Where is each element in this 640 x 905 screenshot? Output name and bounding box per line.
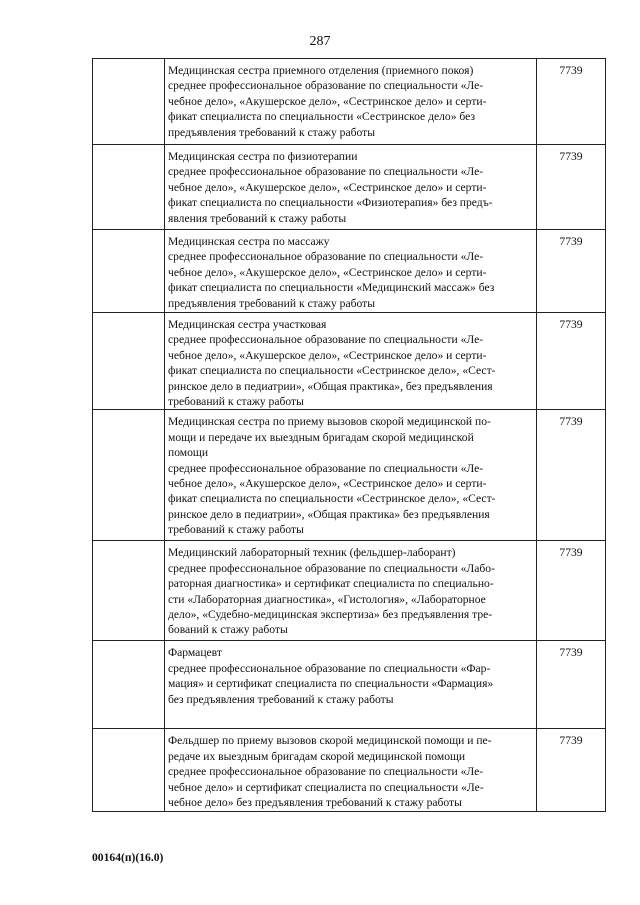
requirement-text-line: редаче их выездным бригадам скорой медицинской помощи bbox=[168, 749, 466, 763]
requirement-text-line: требований к стажу работы bbox=[168, 523, 304, 537]
position-description-cell bbox=[165, 59, 537, 145]
position-description-cell bbox=[165, 410, 537, 541]
requirement-text-line: фикат специалиста по специальности «Медицинский массаж» без bbox=[168, 281, 495, 295]
salary-code-cell bbox=[537, 541, 606, 641]
position-title: Медицинская сестра по физиотерапии bbox=[168, 150, 358, 163]
row-blank-cell bbox=[93, 145, 165, 230]
row-blank-cell bbox=[93, 541, 165, 641]
salary-code-value: 7739 bbox=[559, 318, 583, 331]
requirement-text-line: фикат специалиста по специальности «Сестринское дело», «Сест- bbox=[168, 364, 496, 378]
requirement-text-line: раторная диагностика» и сертификат специалиста по специально- bbox=[168, 577, 494, 591]
position-title: Фельдшер по приему вызовов скорой медицинской помощи и пе- bbox=[168, 734, 492, 748]
table-row bbox=[93, 541, 606, 641]
salary-code-value: 7739 bbox=[559, 235, 583, 248]
position-description-cell bbox=[165, 230, 537, 313]
requirement-text-line: чебное дело» без предъявления требований к стажу работы bbox=[168, 796, 462, 810]
requirement-text-line: ринское дело в педиатрии», «Общая практика» без предъявления bbox=[168, 507, 490, 521]
qualification-table bbox=[92, 58, 606, 812]
requirement-text-line: мощи и передаче их выездным бригадам скорой медицинской bbox=[168, 430, 474, 444]
position-description-cell bbox=[165, 145, 537, 230]
position-title: Фармацевт bbox=[168, 646, 222, 660]
requirement-text-line: среднее профессиональное образование по специальности «Ле- bbox=[168, 765, 484, 779]
position-title: Медицинская сестра по массажу bbox=[168, 235, 330, 248]
position-description-cell bbox=[165, 729, 537, 812]
requirement-text-line: помощи bbox=[168, 446, 209, 460]
position-title: Медицинская сестра по приему вызовов скорой медицинской по- bbox=[168, 415, 491, 429]
requirement-text-line: среднее профессиональное образование по специальности «Ле- bbox=[168, 333, 484, 347]
requirement-text-line: явления требований к стажу работы bbox=[168, 211, 347, 225]
salary-code-value: 7739 bbox=[559, 64, 583, 77]
salary-code-cell bbox=[537, 729, 606, 812]
requirement-text-line: предъявления требований к стажу работы bbox=[168, 296, 376, 310]
requirement-text-line: дело», «Судебно-медицинская экспертиза» без предъявления тре- bbox=[168, 608, 493, 622]
table-row bbox=[93, 145, 606, 230]
salary-code-value: 7739 bbox=[559, 546, 583, 560]
requirement-text-line: бований к стажу работы bbox=[168, 623, 288, 637]
table-row bbox=[93, 313, 606, 410]
requirement-text-line: ринское дело в педиатрии», «Общая практика», без предъявления bbox=[168, 379, 493, 393]
row-blank-cell bbox=[93, 410, 165, 541]
page-number: 287 bbox=[309, 34, 331, 49]
table-row bbox=[93, 59, 606, 145]
salary-code-value: 7739 bbox=[559, 150, 583, 163]
position-title: Медицинская сестра приемного отделения (приемного покоя) bbox=[168, 64, 474, 77]
requirement-text-line: среднее профессиональное образование по специальности «Ле- bbox=[168, 461, 484, 475]
requirement-text-line: требований к стажу работы bbox=[168, 395, 304, 409]
requirement-text-line: сти «Лабораторная диагностика», «Гистология», «Лабораторное bbox=[168, 592, 486, 606]
position-description-cell bbox=[165, 641, 537, 729]
requirement-text-line: фикат специалиста по специальности «Сестринское дело» без bbox=[168, 110, 476, 124]
salary-code-cell bbox=[537, 410, 606, 541]
requirement-text-line: среднее профессиональное образование по специальности «Фар- bbox=[168, 661, 491, 675]
requirement-text-line: чебное дело», «Акушерское дело», «Сестринское дело» и серти- bbox=[168, 265, 487, 279]
row-blank-cell bbox=[93, 59, 165, 145]
requirement-text-line: мация» и сертификат специалиста по специальности «Фармация» bbox=[168, 677, 494, 691]
document-code: 00164(п)(16.0) bbox=[92, 851, 164, 864]
requirement-text-line: без предъявления требований к стажу работы bbox=[168, 692, 394, 706]
salary-code-cell bbox=[537, 641, 606, 729]
position-description-cell bbox=[165, 541, 537, 641]
row-blank-cell bbox=[93, 729, 165, 812]
requirement-text-line: чебное дело» и сертификат специалиста по специальности «Ле- bbox=[168, 780, 484, 794]
requirement-text-line: предъявления требований к стажу работы bbox=[168, 125, 376, 139]
salary-code-cell bbox=[537, 59, 606, 145]
qualification-table-body bbox=[93, 59, 606, 812]
requirement-text-line: фикат специалиста по специальности «Физиотерапия» без предъ- bbox=[168, 196, 493, 210]
row-blank-cell bbox=[93, 641, 165, 729]
row-blank-cell bbox=[93, 313, 165, 410]
salary-code-cell bbox=[537, 313, 606, 410]
position-title: Медицинский лабораторный техник (фельдшер-лаборант) bbox=[168, 546, 456, 560]
salary-code-value: 7739 bbox=[559, 646, 583, 660]
position-description-cell bbox=[165, 313, 537, 410]
salary-code-cell bbox=[537, 145, 606, 230]
table-row bbox=[93, 729, 606, 812]
salary-code-value: 7739 bbox=[559, 734, 583, 748]
requirement-text-line: среднее профессиональное образование по специальности «Ле- bbox=[168, 250, 484, 264]
salary-code-value: 7739 bbox=[559, 415, 583, 429]
requirement-text-line: чебное дело», «Акушерское дело», «Сестринское дело» и серти- bbox=[168, 94, 487, 108]
table-row bbox=[93, 230, 606, 313]
requirement-text-line: чебное дело», «Акушерское дело», «Сестринское дело» и серти- bbox=[168, 180, 487, 194]
requirement-text-line: чебное дело», «Акушерское дело», «Сестринское дело» и серти- bbox=[168, 477, 487, 491]
requirement-text-line: среднее профессиональное образование по специальности «Лабо- bbox=[168, 561, 495, 575]
salary-code-cell bbox=[537, 230, 606, 313]
position-title: Медицинская сестра участковая bbox=[168, 318, 327, 331]
requirement-text-line: чебное дело», «Акушерское дело», «Сестринское дело» и серти- bbox=[168, 348, 487, 362]
requirement-text-line: среднее профессиональное образование по специальности «Ле- bbox=[168, 165, 484, 179]
row-blank-cell bbox=[93, 230, 165, 313]
table-row bbox=[93, 641, 606, 729]
requirement-text-line: фикат специалиста по специальности «Сестринское дело», «Сест- bbox=[168, 492, 496, 506]
requirement-text-line: среднее профессиональное образование по специальности «Ле- bbox=[168, 79, 484, 93]
table-row bbox=[93, 410, 606, 541]
